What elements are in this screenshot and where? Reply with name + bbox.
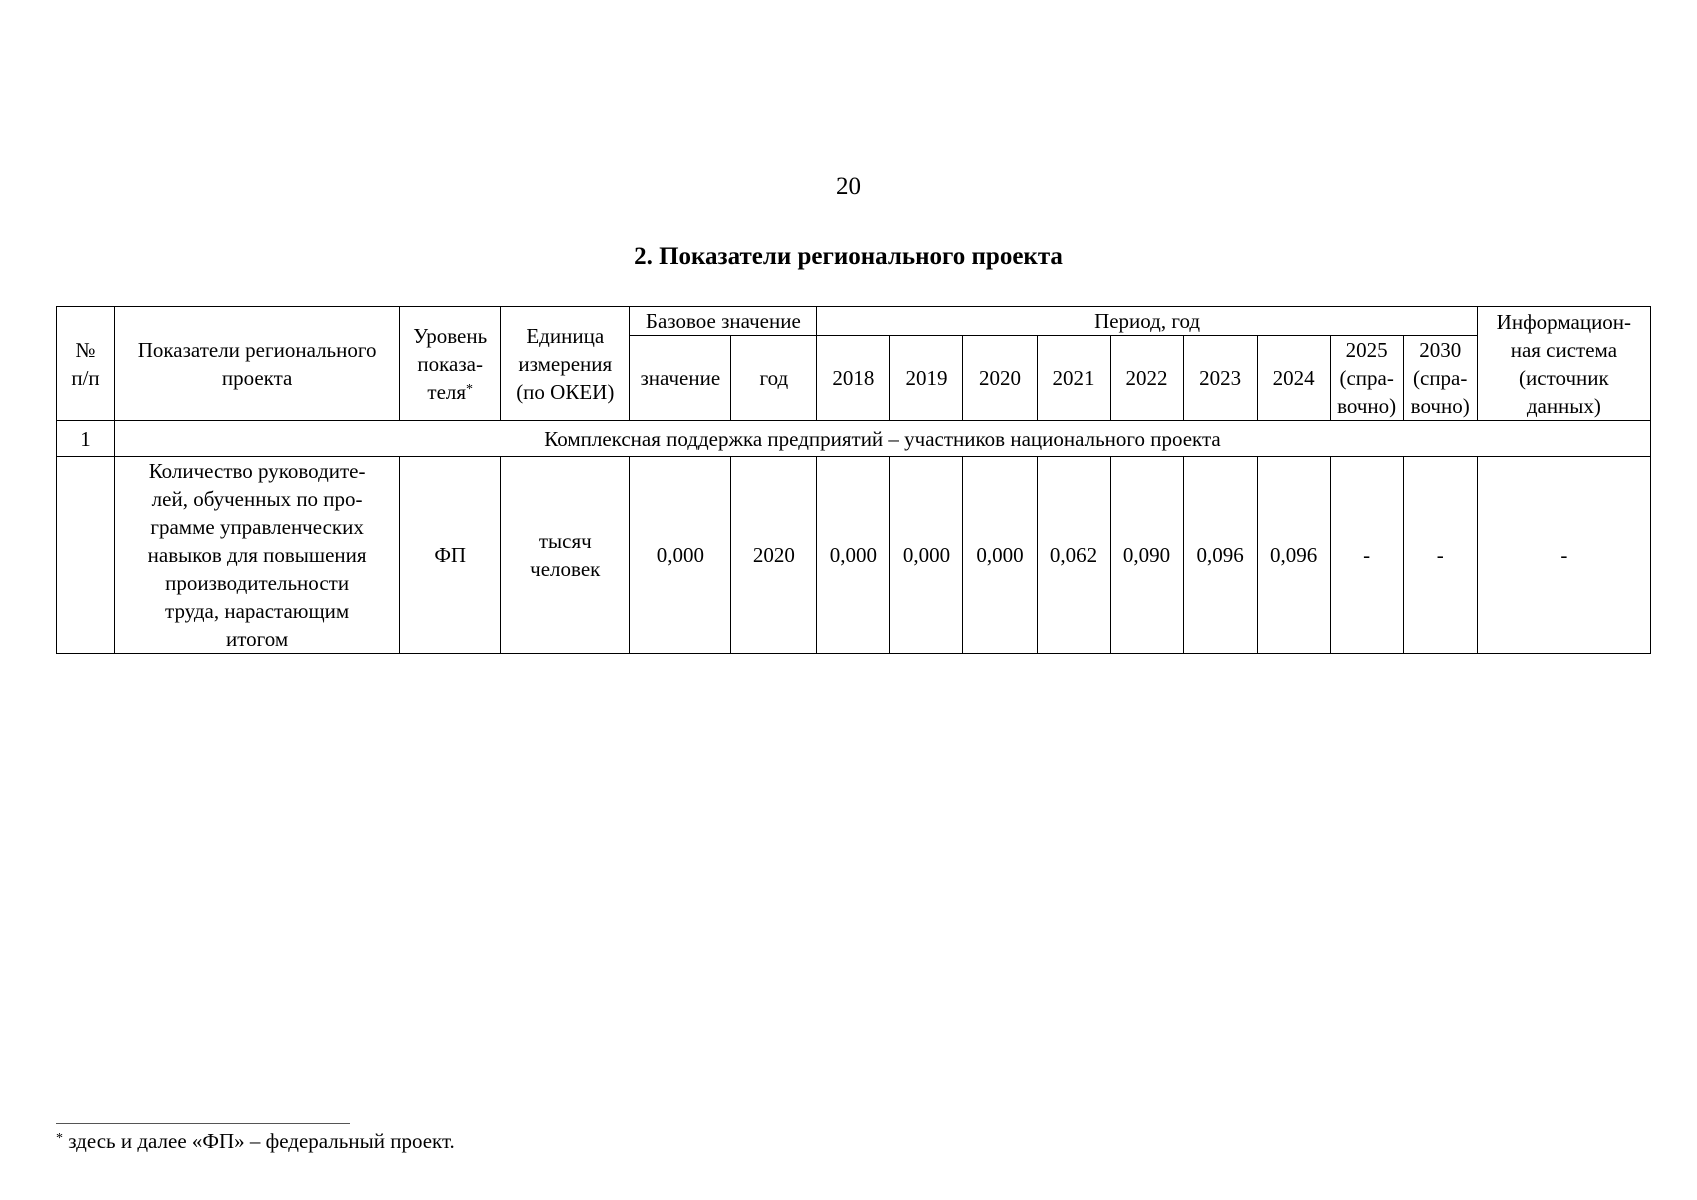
header-info-line: ная система	[1510, 337, 1618, 362]
header-year: 2024	[1257, 336, 1330, 421]
header-level-line: Уровень	[413, 323, 488, 348]
row-number-empty	[57, 457, 115, 654]
header-info-line: данных)	[1526, 393, 1601, 418]
header-unit-line: измерения	[518, 351, 613, 376]
header-year: 2021	[1037, 336, 1110, 421]
header-year-2025-line: вочно)	[1337, 394, 1397, 418]
row-value-2018: 0,000	[817, 457, 890, 654]
indicators-table	[56, 306, 1651, 654]
header-year: 2020	[963, 336, 1037, 421]
footnote-marker: *	[466, 381, 474, 397]
footnote	[56, 1127, 455, 1155]
row-value-2025: -	[1330, 457, 1403, 654]
header-indicator	[115, 307, 400, 421]
header-year-2030-line: (спра-	[1413, 366, 1468, 390]
header-year: 2022	[1110, 336, 1183, 421]
header-year-2025-line: 2025	[1345, 338, 1388, 362]
header-number-line: №	[75, 337, 96, 362]
header-level-line: показа-	[417, 351, 483, 376]
row-name-line: навыков для повышения	[147, 543, 367, 567]
header-number	[57, 307, 115, 421]
row-unit	[501, 457, 630, 654]
row-name-line: труда, нарастающим	[165, 599, 350, 623]
header-year-2030	[1403, 336, 1477, 421]
row-name-line: грамме управленческих	[150, 515, 364, 539]
header-unit	[501, 307, 630, 421]
header-base-value: значение	[630, 336, 731, 421]
header-number-line: п/п	[71, 365, 100, 390]
row-name-line: производительности	[165, 571, 350, 595]
row-name-line: итогом	[226, 627, 289, 651]
row-base-value: 0,000	[630, 457, 731, 654]
header-base-year: год	[731, 336, 817, 421]
header-row-1	[57, 307, 1651, 336]
row-value-2019: 0,000	[890, 457, 963, 654]
header-level-line: теля	[427, 379, 467, 404]
row-unit-line: тысяч	[538, 529, 592, 553]
footnote-divider	[56, 1123, 350, 1124]
row-value-2023: 0,096	[1183, 457, 1257, 654]
row-level: ФП	[400, 457, 501, 654]
row-indicator-name	[115, 457, 400, 654]
header-unit-line: (по ОКЕИ)	[516, 379, 615, 404]
header-period-group: Период, год	[817, 307, 1477, 336]
row-base-year: 2020	[731, 457, 817, 654]
row-value-2022: 0,090	[1110, 457, 1183, 654]
section-title: 2. Показатели регионального проекта	[634, 243, 1063, 270]
row-value-2030: -	[1403, 457, 1477, 654]
header-year-2030-line: вочно)	[1410, 394, 1470, 418]
section-number: 1	[57, 421, 115, 457]
section-title-cell: Комплексная поддержка предприятий – участников национального проекта	[115, 421, 1651, 457]
header-info-line: (источник	[1519, 365, 1609, 390]
header-indicator-line: проекта	[221, 365, 293, 390]
header-year: 2023	[1183, 336, 1257, 421]
row-value-2020: 0,000	[963, 457, 1037, 654]
section-row	[57, 421, 1651, 457]
header-year: 2019	[890, 336, 963, 421]
header-base-group: Базовое значение	[630, 307, 817, 336]
page-number: 20	[836, 173, 861, 200]
header-unit-line: Единица	[526, 323, 605, 348]
header-year-2030-line: 2030	[1419, 338, 1462, 362]
footnote-mark: *	[56, 1131, 63, 1146]
header-info-system	[1477, 307, 1650, 421]
header-year: 2018	[817, 336, 890, 421]
header-level-line-with-mark	[402, 378, 498, 406]
header-level	[400, 307, 501, 421]
header-indicator-line: Показатели регионального	[137, 337, 377, 362]
header-year-2025	[1330, 336, 1403, 421]
row-name-line: Количество руководите-	[148, 459, 366, 483]
row-value-2021: 0,062	[1037, 457, 1110, 654]
data-row	[57, 457, 1651, 654]
row-unit-line: человек	[530, 557, 601, 581]
header-year-2025-line: (спра-	[1339, 366, 1394, 390]
header-info-line: Информацион-	[1496, 309, 1632, 334]
row-info-system: -	[1477, 457, 1650, 654]
row-value-2024: 0,096	[1257, 457, 1330, 654]
row-name-line: лей, обученных по про-	[151, 487, 363, 511]
footnote-text: здесь и далее «ФП» – федеральный проект.	[63, 1129, 455, 1153]
